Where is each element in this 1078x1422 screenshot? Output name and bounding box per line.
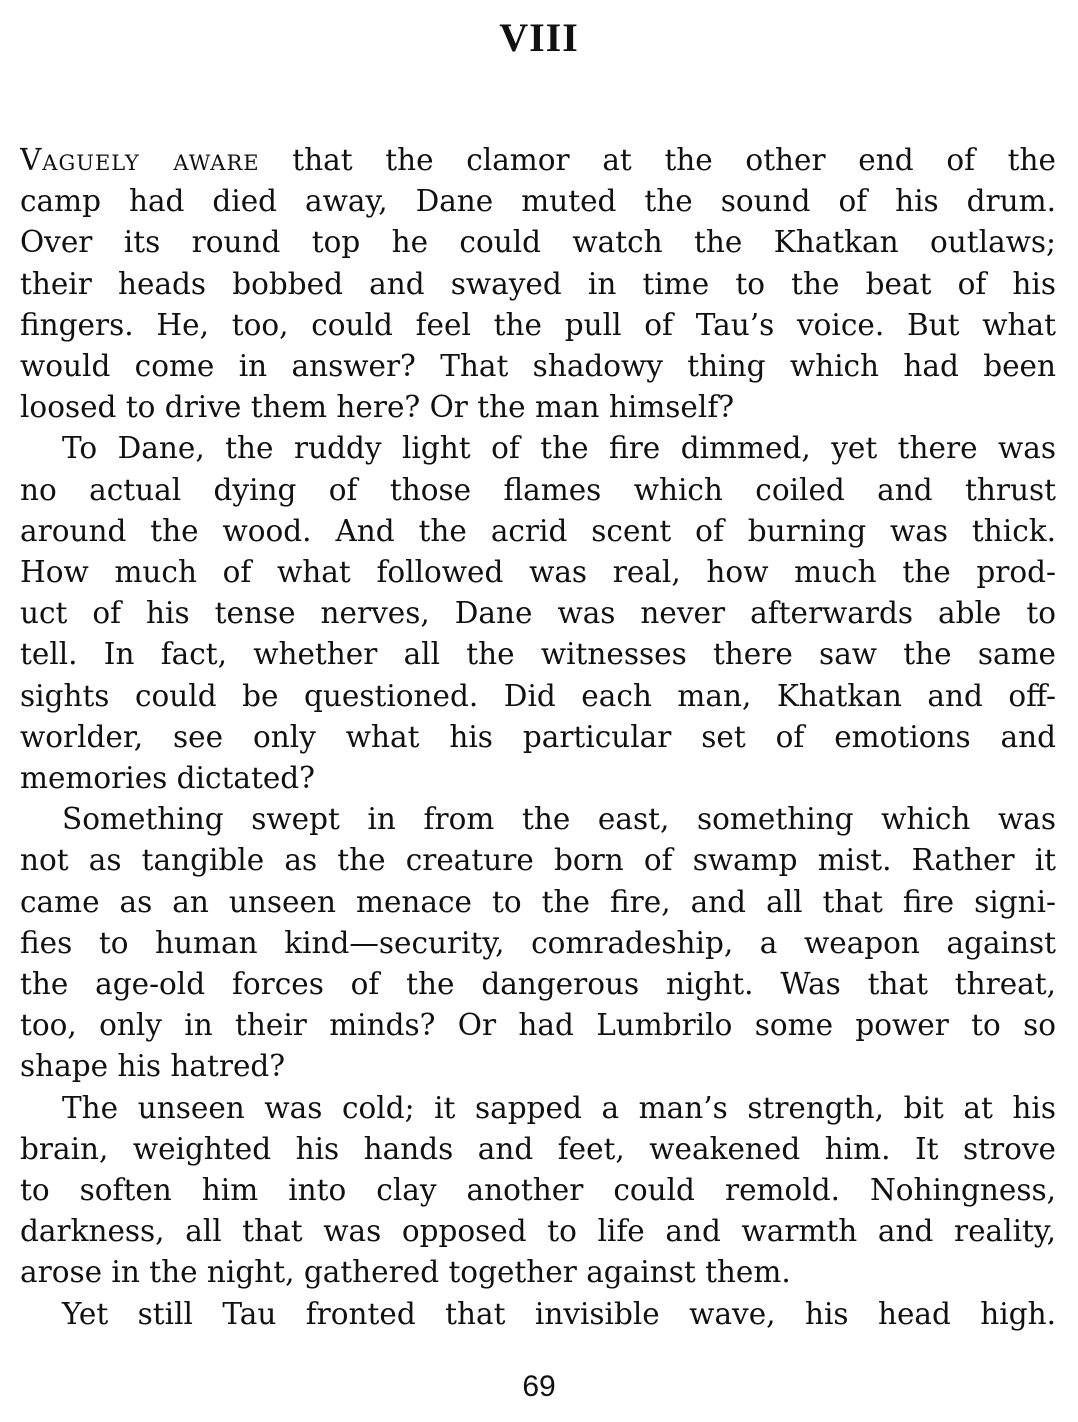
text-line: fingers. He, too, could feel the pull of Tau’s voice. But what [20, 307, 1056, 342]
text-line: worlder, see only what his particular set of emotions and [20, 719, 1056, 754]
text-line: Something swept in from the east, something which was [62, 802, 1056, 837]
text-line: brain, weighted his hands and feet, weakened him. It strove [20, 1131, 1056, 1166]
text-line: uct of his tense nerves, Dane was never afterwards able to [20, 596, 1056, 631]
text-line: sights could be questioned. Did each man, Khatkan and off- [20, 678, 1056, 713]
paragraph-1 [20, 140, 1056, 428]
small-caps-lead: Vaguely aware [20, 143, 260, 177]
paragraph-4 [20, 1088, 1056, 1294]
text-line: Vaguely aware that the clamor at the other end of the [20, 143, 1056, 177]
text-line: came as an unseen menace to the fire, and all that fire signi- [20, 884, 1056, 919]
chapter-heading: VIII [499, 15, 579, 60]
text-line: no actual dying of those flames which coiled and thrust [20, 472, 1056, 507]
text-line: would come in answer? That shadowy thing which had been [20, 349, 1056, 384]
text-line: To Dane, the ruddy light of the fire dimmed, yet there was [62, 431, 1056, 466]
text-line: darkness, all that was opposed to life and warmth and reality, [20, 1214, 1056, 1249]
text-line: loosed to drive them here? Or the man himself? [20, 390, 735, 425]
text-line: camp had died away, Dane muted the sound of his drum. [20, 184, 1056, 219]
text-line: arose in the night, gathered together against them. [20, 1255, 791, 1290]
text-line: fies to human kind—security, comradeship, a weapon against [20, 925, 1056, 960]
text-line: the age-old forces of the dangerous night. Was that threat, [20, 967, 1056, 1002]
text-line: to soften him into clay another could remold. Nohingness, [20, 1173, 1056, 1208]
text-line: around the wood. And the acrid scent of burning was thick. [20, 513, 1056, 548]
text-line: How much of what followed was real, how much the prod- [20, 555, 1056, 590]
text-line: too, only in their minds? Or had Lumbrilo some power to so [20, 1008, 1056, 1043]
paragraph-3 [20, 799, 1056, 1087]
text-line: tell. In fact, whether all the witnesses there saw the same [20, 637, 1056, 672]
body-text [20, 140, 1056, 1335]
text-line: The unseen was cold; it sapped a man’s strength, bit at his [62, 1090, 1056, 1125]
page-number: 69 [522, 1370, 556, 1403]
text-line: Yet still Tau fronted that invisible wave, his head high. [62, 1296, 1056, 1331]
text-line: their heads bobbed and swayed in time to the beat of his [20, 266, 1056, 301]
text-line: Over its round top he could watch the Khatkan outlaws; [20, 225, 1056, 260]
paragraph-2 [20, 428, 1056, 799]
text-line: not as tangible as the creature born of swamp mist. Rather it [20, 843, 1056, 878]
paragraph-5 [20, 1294, 1056, 1335]
text-line: shape his hatred? [20, 1049, 286, 1084]
text-line: memories dictated? [20, 761, 315, 796]
